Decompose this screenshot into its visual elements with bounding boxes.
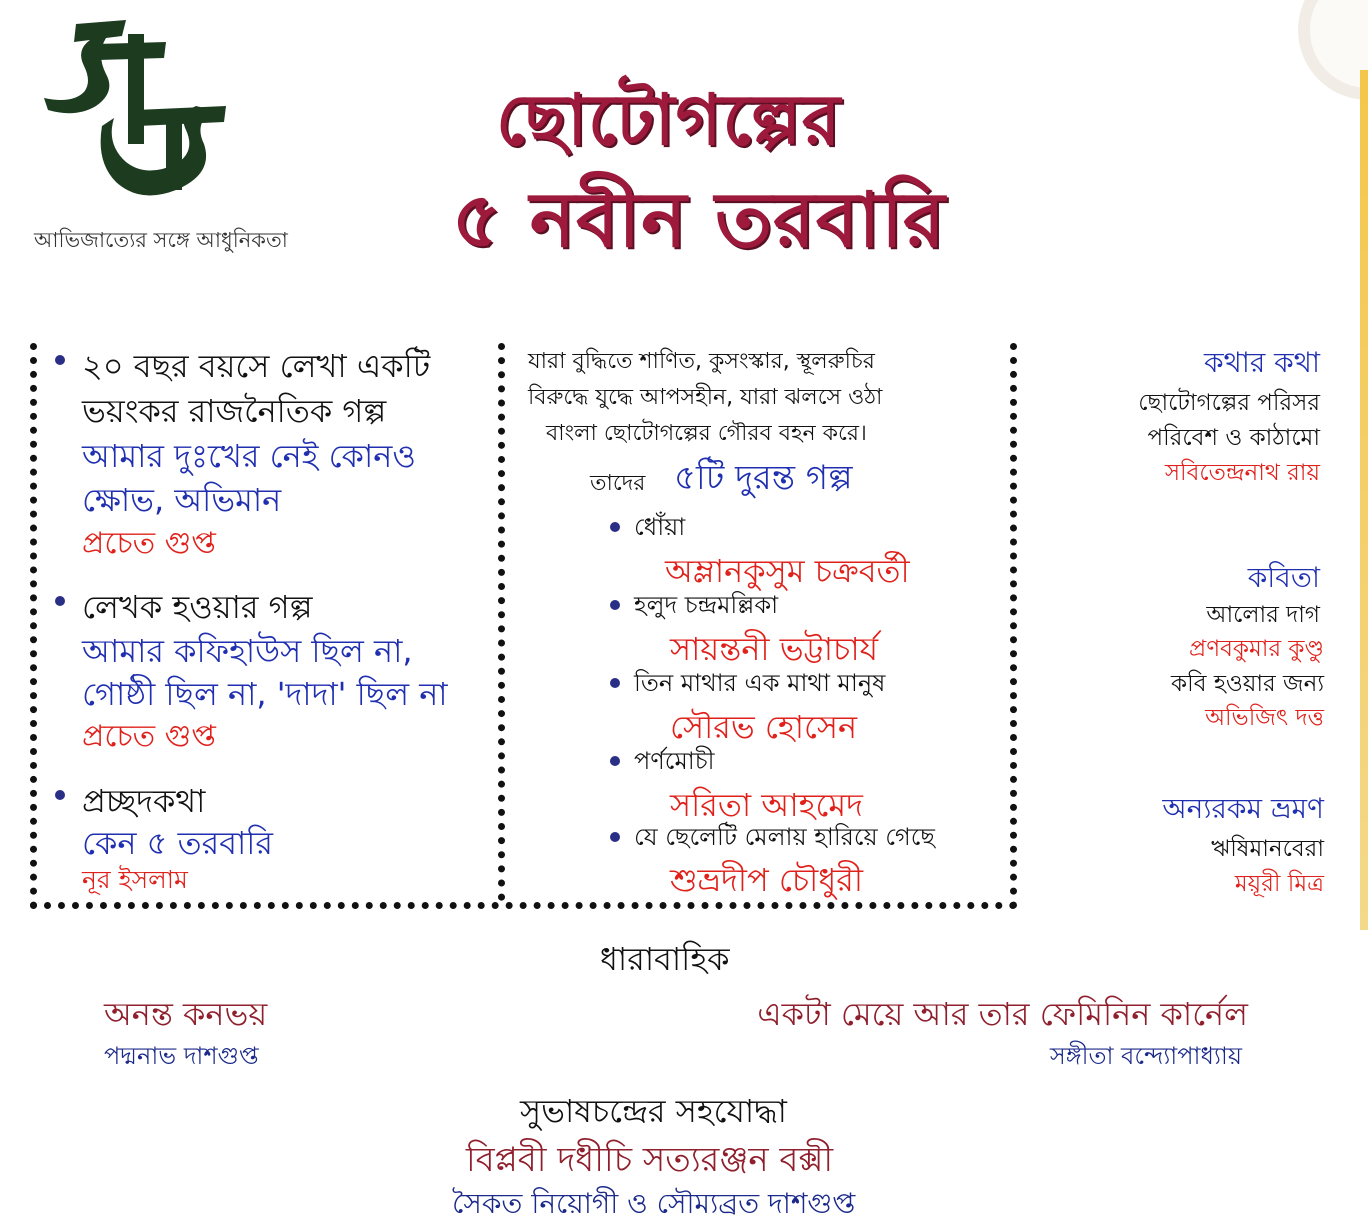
left-item-1-story: ক্ষোভ, অভিমান (82, 481, 282, 519)
center-intro-line: বিরুদ্ধে যুদ্ধে আপসহীন, যারা ঝলসে ওঠা (528, 385, 883, 410)
magazine-logo (36, 14, 226, 214)
bullet-icon (55, 355, 65, 365)
center-story-author: শুভ্রদীপ চৌধুরী (670, 861, 864, 899)
center-heading-prefix: তাদের (590, 471, 646, 496)
feature-title: বিপ্লবী দধীচি সত্যরঞ্জন বক্সী (466, 1140, 834, 1180)
box-border-right (1010, 343, 1017, 909)
serial-heading: ধারাবাহিক (600, 940, 730, 978)
headline-line-1: ছোটোগল্পের (496, 78, 842, 161)
center-intro-line: যারা বুদ্ধিতে শাণিত, কুসংস্কার, স্থূলরুচির (528, 349, 875, 374)
right-item-title: ঋষিমানবেরা (1211, 836, 1324, 862)
box-border-bottom (30, 902, 1017, 909)
center-story-title: পর্ণমোচী (634, 747, 715, 775)
left-item-2-story: গোষ্ঠী ছিল না, 'দাদা' ছিল না (82, 675, 448, 713)
right-item-title: কবি হওয়ার জন্য (1171, 671, 1324, 697)
center-story-title: হলুদ চন্দ্রমল্লিকা (634, 591, 779, 619)
center-story-title: ধোঁয়া (634, 513, 686, 541)
serial-left-author: পদ্মনাভ দাশগুপ্ত (104, 1042, 259, 1070)
right-item-author: ময়ূরী মিত্র (1234, 871, 1324, 897)
corner-decoration (1258, 0, 1368, 160)
bullet-icon (610, 522, 620, 532)
headline-line-2: ৫ নবীন তরবারি (452, 175, 946, 264)
right-section-heading: কবিতা (1247, 561, 1320, 594)
bullet-icon (610, 756, 620, 766)
serial-left-title: অনন্ত কনভয় (104, 995, 268, 1033)
feature-authors: সৈকত নিয়োগী ও সৌম্যব্রত দাশগুপ্ত (452, 1187, 856, 1220)
left-item-2-story: আমার কফিহাউস ছিল না, (82, 632, 413, 670)
right-item-author: অভিজিৎ দত্ত (1205, 705, 1324, 731)
right-section-heading: অন্যরকম ভ্রমণ (1162, 792, 1324, 825)
center-story-title: তিন মাথার এক মাথা মানুষ (634, 669, 886, 697)
center-story-author: অম্লানকুসুম চক্রবর্তী (665, 552, 910, 590)
right-item-title: আলোর দাগ (1206, 602, 1320, 628)
center-story-title: যে ছেলেটি মেলায় হারিয়ে গেছে (634, 823, 935, 851)
left-item-2-author: প্রচেত গুপ্ত (82, 719, 216, 754)
center-story-author: সরিতা আহমেদ (670, 786, 863, 824)
right-item-title: পরিবেশ ও কাঠামো (1147, 425, 1320, 451)
serial-right-author: সঙ্গীতা বন্দ্যোপাধ্যায় (1049, 1042, 1242, 1070)
center-story-author: সায়ন্তনী ভট্টাচার্য (670, 630, 879, 668)
box-divider (498, 343, 505, 901)
center-story-author: সৌরভ হোসেন (670, 708, 858, 746)
feature-heading: সুভাষচন্দ্রের সহযোদ্ধা (520, 1092, 787, 1130)
left-item-3-title: প্রচ্ছদকথা (82, 782, 206, 820)
bullet-icon (55, 790, 65, 800)
right-section-heading: কথার কথা (1204, 346, 1320, 379)
left-item-3-author: নূর ইসলাম (82, 865, 188, 894)
box-border-left (30, 343, 37, 909)
right-item-title: ছোটোগল্পের পরিসর (1138, 390, 1320, 416)
center-heading-main: ৫টি দুরন্ত গল্প (674, 458, 853, 498)
left-item-1-title: ২০ বছর বয়সে লেখা একটি (82, 347, 431, 385)
left-item-1-story: আমার দুঃখের নেই কোনও (82, 437, 416, 475)
bullet-icon (610, 832, 620, 842)
edge-stripe (1360, 70, 1368, 930)
logo-tagline: আভিজাত্যের সঙ্গে আধুনিকতা (34, 228, 288, 252)
left-item-3-story: কেন ৫ তরবারি (82, 824, 274, 862)
left-item-1-author: প্রচেত গুপ্ত (82, 526, 216, 561)
right-item-author: সবিতেন্দ্রনাথ রায় (1164, 460, 1320, 486)
center-intro-line: বাংলা ছোটোগল্পের গৌরব বহন করে। (546, 421, 867, 446)
left-item-1-title: ভয়ংকর রাজনৈতিক গল্প (82, 392, 387, 430)
right-item-author: প্রণবকুমার কুণ্ডু (1189, 636, 1324, 662)
bullet-icon (610, 678, 620, 688)
serial-right-title: একটা মেয়ে আর তার ফেমিনিন কার্নেল (757, 995, 1248, 1033)
bullet-icon (610, 600, 620, 610)
bullet-icon (55, 596, 65, 606)
left-item-2-title: লেখক হওয়ার গল্প (82, 588, 313, 626)
